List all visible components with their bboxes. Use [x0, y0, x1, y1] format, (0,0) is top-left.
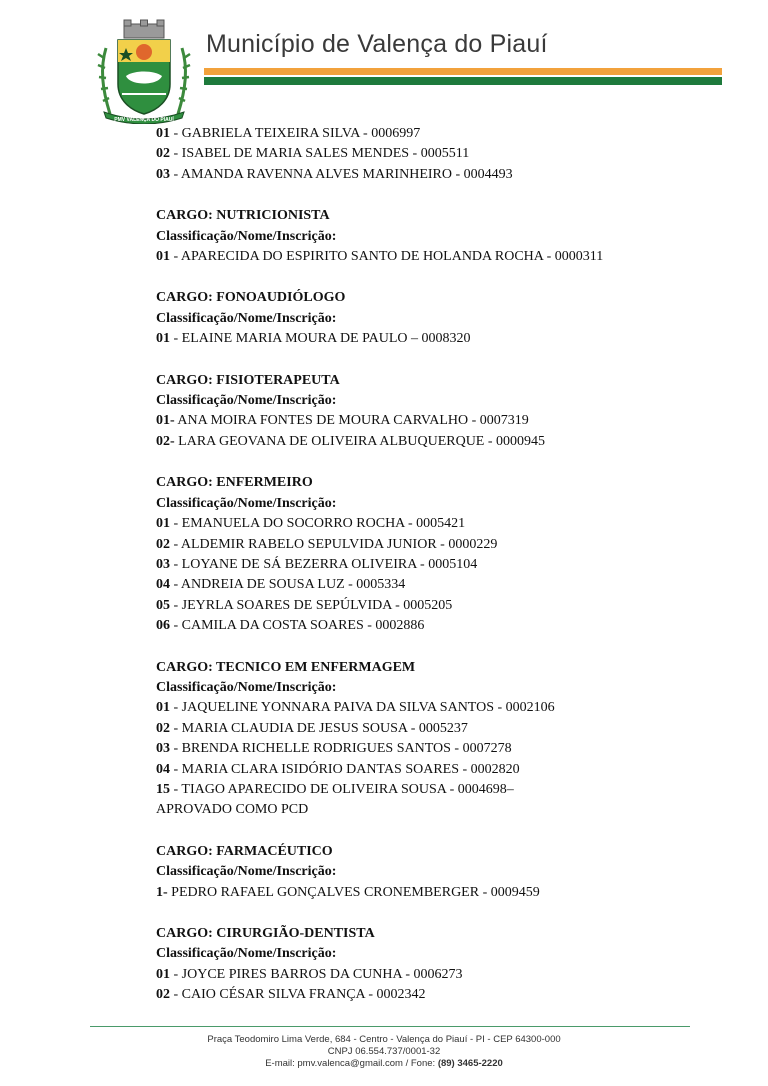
candidate-rank: 03	[156, 166, 170, 182]
classification-label: Classificação/Nome/Inscrição:	[156, 228, 337, 244]
candidate-rank: 05	[156, 597, 170, 613]
candidate-row	[156, 555, 716, 575]
cargo-heading: CARGO: FONOAUDIÓLOGO	[156, 290, 346, 306]
candidate-name-inscription: ANA MOIRA FONTES DE MOURA CARVALHO - 0007319	[174, 413, 529, 429]
candidate-row	[156, 247, 716, 267]
candidate-name-inscription: - JEYRLA SOARES DE SEPÚLVIDA - 0005205	[170, 597, 453, 613]
crest-ribbon-text: PMV VALENÇA DO PIAUÍ	[114, 117, 174, 123]
candidate-rank: 01	[156, 516, 170, 532]
candidate-row	[156, 165, 716, 185]
candidate-rank: 02	[156, 987, 170, 1003]
candidate-row	[156, 432, 716, 452]
candidate-rank: 06	[156, 618, 170, 634]
footer-contact	[0, 1058, 768, 1070]
candidate-rank: 04	[156, 577, 170, 593]
header-stripe-orange	[204, 68, 722, 75]
municipality-title: Município de Valença do Piauí	[206, 30, 548, 58]
candidate-name-inscription: - AMANDA RAVENNA ALVES MARINHEIRO - 0004493	[170, 166, 513, 182]
candidate-name-inscription: - ALDEMIR RABELO SEPULVIDA JUNIOR - 0000229	[170, 536, 498, 552]
candidate-name-inscription: - GABRIELA TEIXEIRA SILVA - 0006997	[170, 126, 421, 141]
cargo-section	[156, 842, 716, 903]
candidate-rank: 03	[156, 741, 170, 757]
footer-address: Praça Teodomiro Lima Verde, 684 - Centro - Valença do Piauí - PI - CEP 64300-000	[207, 1034, 561, 1045]
candidate-row	[156, 575, 716, 595]
candidate-rank: 02	[156, 536, 170, 552]
classification-label: Classificação/Nome/Inscrição:	[156, 864, 337, 880]
candidate-rank: 02	[156, 146, 170, 162]
candidate-name-inscription: LARA GEOVANA DE OLIVEIRA ALBUQUERQUE - 0000945	[174, 433, 546, 449]
candidate-row	[156, 698, 716, 718]
candidate-name-inscription: - MARIA CLARA ISIDÓRIO DANTAS SOARES - 0002820	[170, 761, 520, 777]
letterhead	[0, 0, 768, 125]
cargo-heading: CARGO: CIRURGIÃO-DENTISTA	[156, 926, 375, 941]
candidate-rank: 01	[156, 966, 170, 982]
candidate-rank: 03	[156, 556, 170, 572]
candidate-name-inscription: - ELAINE MARIA MOURA DE PAULO – 0008320	[170, 331, 471, 347]
candidate-row	[156, 144, 716, 164]
classification-label: Classificação/Nome/Inscrição:	[156, 679, 337, 695]
candidate-rank: 01	[156, 126, 170, 141]
candidate-row	[156, 760, 716, 780]
candidate-name-inscription: - MARIA CLAUDIA DE JESUS SOUSA - 0005237	[170, 720, 468, 736]
candidate-row	[156, 800, 716, 820]
candidate-rank: 01	[156, 331, 170, 347]
candidate-rank: 02-	[156, 433, 175, 449]
footer-phone: (89) 3465-2220	[437, 1058, 503, 1069]
footer-cnpj: CNPJ 06.554.737/0001-32	[327, 1046, 441, 1057]
classification-label: Classificação/Nome/Inscrição:	[156, 495, 337, 511]
candidate-rank: 04	[156, 761, 170, 777]
results-list	[156, 124, 716, 1006]
cargo-section	[156, 473, 716, 636]
header-stripe-green	[204, 77, 722, 85]
candidate-rank: 02	[156, 720, 170, 736]
candidate-name-inscription: APROVADO COMO PCD	[156, 802, 309, 818]
candidate-row	[156, 124, 716, 144]
candidate-name-inscription: - ANDREIA DE SOUSA LUZ - 0005334	[170, 577, 406, 593]
candidate-name-inscription: - JOYCE PIRES BARROS DA CUNHA - 0006273	[170, 966, 463, 982]
cargo-section	[156, 206, 716, 267]
candidate-name-inscription: - APARECIDA DO ESPIRITO SANTO DE HOLANDA ROCHA - 0000311	[170, 249, 604, 265]
candidate-row	[156, 985, 716, 1005]
candidate-name-inscription: PEDRO RAFAEL GONÇALVES CRONEMBERGER - 0009459	[167, 884, 540, 900]
candidate-row	[156, 329, 716, 349]
candidate-row	[156, 514, 716, 534]
cargo-section	[156, 924, 716, 1006]
classification-label: Classificação/Nome/Inscrição:	[156, 393, 337, 409]
candidate-row	[156, 616, 716, 636]
cargo-heading: CARGO: NUTRICIONISTA	[156, 208, 330, 224]
candidate-row	[156, 535, 716, 555]
footer-email: E-mail: pmv.valenca@gmail.com / Fone:	[265, 1058, 438, 1069]
candidate-row	[156, 719, 716, 739]
cargo-heading: CARGO: FARMACÉUTICO	[156, 843, 333, 859]
candidate-name-inscription: - ISABEL DE MARIA SALES MENDES - 0005511	[170, 146, 470, 162]
cargo-section	[156, 124, 716, 185]
classification-label: Classificação/Nome/Inscrição:	[156, 310, 337, 326]
candidate-rank: 01	[156, 249, 170, 265]
cargo-section	[156, 371, 716, 453]
cargo-heading: CARGO: ENFERMEIRO	[156, 475, 313, 491]
candidate-rank: 1-	[156, 884, 168, 900]
cargo-section	[156, 288, 716, 349]
cargo-heading: CARGO: TECNICO EM ENFERMAGEM	[156, 659, 416, 675]
candidate-name-inscription: - CAIO CÉSAR SILVA FRANÇA - 0002342	[170, 987, 426, 1003]
candidate-row	[156, 883, 716, 903]
candidate-name-inscription: - LOYANE DE SÁ BEZERRA OLIVEIRA - 0005104	[170, 556, 478, 572]
footer	[0, 1034, 768, 1070]
candidate-row	[156, 780, 716, 800]
candidate-name-inscription: - CAMILA DA COSTA SOARES - 0002886	[170, 618, 425, 634]
footer-divider	[90, 1026, 690, 1027]
candidate-row	[156, 411, 716, 431]
candidate-rank: 01-	[156, 413, 175, 429]
municipal-crest-icon	[96, 18, 192, 124]
candidate-name-inscription: - EMANUELA DO SOCORRO ROCHA - 0005421	[170, 516, 466, 532]
candidate-name-inscription: - BRENDA RICHELLE RODRIGUES SANTOS - 0007278	[170, 741, 512, 757]
candidate-name-inscription: - TIAGO APARECIDO DE OLIVEIRA SOUSA - 0004698–	[170, 781, 514, 797]
candidate-rank: 15	[156, 781, 170, 797]
classification-label: Classificação/Nome/Inscrição:	[156, 946, 337, 962]
candidate-row	[156, 596, 716, 616]
candidate-row	[156, 965, 716, 985]
candidate-rank: 01	[156, 700, 170, 716]
cargo-heading: CARGO: FISIOTERAPEUTA	[156, 372, 340, 388]
cargo-section	[156, 658, 716, 821]
candidate-row	[156, 739, 716, 759]
candidate-name-inscription: - JAQUELINE YONNARA PAIVA DA SILVA SANTOS - 0002106	[170, 700, 555, 716]
